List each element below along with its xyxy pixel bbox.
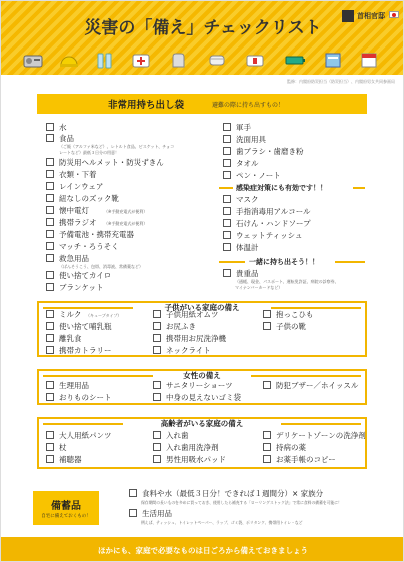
divider [281, 423, 361, 425]
food-note: （ご飯（アルファ米など）、レトルト食品、ビスケット、チョコ [59, 144, 175, 149]
bag-item[interactable]: 予備電池・携帯充電器 [46, 230, 134, 240]
bag-subtitle: 避難の際に持ち出すもの！ [212, 102, 285, 109]
women-item[interactable]: 防犯ブザー／ホイッスル [263, 381, 358, 391]
battery-icon [285, 51, 305, 69]
divider [219, 261, 245, 263]
bag-item[interactable]: 衣類・下着 [46, 170, 97, 180]
elderly-item[interactable]: 男性用吸水パッド [153, 455, 226, 465]
elderly-item[interactable]: 入れ歯 [153, 431, 189, 441]
bag-section-header [37, 94, 367, 114]
women-item[interactable]: おりものシート [46, 393, 112, 403]
bag-item[interactable]: マスク [223, 195, 259, 205]
bag-item[interactable]: ブランケット [46, 283, 103, 293]
bag-item[interactable]: 救急用品 [46, 254, 89, 264]
header-banner [1, 1, 404, 47]
bag-item[interactable]: ウェットティッシュ [223, 231, 302, 241]
bag-item[interactable]: ペン・ノート [223, 171, 281, 181]
stockpile-note: 保存期間の長いものを多めに買っておき、使用したら補充する「ローリングストック法」で常に食料の備蓄を可能に！ [141, 500, 342, 505]
elderly-item[interactable]: 持病の薬 [263, 443, 306, 453]
mask-icon [207, 51, 227, 69]
passbook-icon [323, 51, 343, 69]
women-item[interactable]: サニタリーショーツ [153, 381, 233, 391]
radio-note: （※手動充電式が便利） [104, 221, 148, 226]
bag-title: 非常用持ち出し袋 [108, 100, 185, 111]
bag-item[interactable]: 水 [46, 123, 67, 133]
children-item[interactable]: 携帯用お尻洗浄機 [153, 334, 226, 344]
bag-item[interactable]: 携帯ラジオ [46, 218, 97, 228]
divider [271, 307, 361, 309]
calendar-icon [359, 51, 379, 69]
elderly-item[interactable]: お薬手帳のコピー [263, 455, 336, 465]
stockpile-item[interactable]: 食料や水（最低３日分！できれば１週間分）× 家族分 [129, 489, 323, 499]
logo-text: 首相官邸 [357, 12, 385, 20]
children-item[interactable]: 携帯カトラリー [46, 346, 112, 356]
first-aid-kit-icon [131, 51, 151, 69]
divider [353, 187, 365, 189]
bag-item[interactable]: 石けん・ハンドソープ [223, 219, 311, 229]
footer-text: ほかにも、家庭で必要なものは日ごろから備えておきましょう [98, 546, 308, 555]
children-item[interactable]: ネックライト [153, 346, 211, 356]
bag-item[interactable]: 歯ブラシ・歯磨き粉 [223, 147, 304, 157]
milk-note: （キューブタイプ） [86, 313, 122, 318]
children-item[interactable]: 抱っこひも [263, 310, 314, 320]
women-item[interactable]: 生理用品 [46, 381, 89, 391]
source-credit: 監修：内閣府防災担当（防災担当）、内閣府男女共同参画局 [287, 79, 395, 84]
children-item[interactable]: お尻ふき [153, 322, 196, 332]
bag-item[interactable]: 手指消毒用アルコール [223, 207, 311, 217]
bag-item[interactable]: 紐なしのズック靴 [46, 194, 119, 204]
bag-item[interactable]: 洗面用具 [223, 135, 266, 145]
elderly-item[interactable]: 大人用紙パンツ [46, 431, 112, 441]
medicine-icon [245, 51, 265, 69]
stockpile-item[interactable]: 生活用品 [129, 509, 172, 519]
bag-item[interactable]: 食品 [46, 134, 74, 144]
gloves-icon [169, 51, 189, 69]
bag-item[interactable]: 貴重品 [223, 269, 259, 279]
children-item[interactable]: 子供の靴 [263, 322, 306, 332]
flag-icon [389, 11, 399, 18]
bag-item[interactable]: レインウェア [46, 182, 103, 192]
elderly-item[interactable]: デリケートゾーンの洗浄剤 [263, 431, 366, 441]
stockpile-subtitle: 自宅に備えておくもの！ [41, 514, 91, 519]
bag-item[interactable]: マッチ・ろうそく [46, 242, 119, 252]
elderly-item[interactable]: 入れ歯用洗浄剤 [153, 443, 219, 453]
divider [219, 187, 233, 189]
icon-strip [1, 47, 404, 75]
firstaid-note: （ばんそうこう、包帯、消毒液、常備薬など） [59, 264, 143, 269]
bag-item[interactable]: タオル [223, 159, 259, 169]
logo [342, 9, 385, 23]
valuables-note: （通帳、現金、パスポート、運転免許証、病院の診察券、 [235, 279, 339, 284]
bag-item[interactable]: 防災用ヘルメット・防災ずきん [46, 158, 164, 168]
infection-heading: 感染症対策にも有効です！！ [236, 184, 327, 192]
bag-item[interactable]: 懐中電灯 [46, 206, 89, 216]
women-title: 女性の備え [183, 371, 221, 380]
women-item[interactable]: 中身の見えないゴミ袋 [153, 393, 241, 403]
bag-item[interactable]: 使い捨てカイロ [46, 271, 111, 281]
elderly-title: 高齢者がいる家庭の備え [160, 419, 244, 428]
helmet-icon [59, 51, 79, 69]
stockpile-note: 例えば、ティッシュ、トイレットペーパー、ラップ、ゴミ袋、ポリタンク、携帯用トイレ・など [141, 520, 303, 525]
food-note: レートなど）最低３日分の用意！ [59, 150, 119, 155]
children-item[interactable]: 離乳食 [46, 334, 82, 344]
footer-banner [1, 537, 404, 562]
elderly-item[interactable]: 杖 [46, 443, 67, 453]
children-item[interactable]: 使い捨て哺乳瓶 [46, 322, 112, 332]
together-heading: 一緒に持ち出そう！！ [249, 258, 319, 266]
children-title: 子供がいる家庭の備え [164, 303, 240, 312]
page-title: 災害の「備え」チェックリスト [84, 18, 322, 38]
valuables-note: マイナンバーカードなど） [235, 285, 283, 290]
stockpile-title: 備蓄品 [51, 501, 81, 512]
bag-item[interactable]: 軍手 [223, 123, 251, 133]
divider [335, 261, 365, 263]
stockpile-label [33, 491, 99, 525]
water-bottles-icon [95, 51, 115, 69]
divider [251, 375, 361, 377]
logo-mark-icon [342, 10, 354, 22]
children-item[interactable]: ミルク [46, 310, 81, 320]
children-item[interactable]: 子供用紙オムツ [153, 310, 219, 320]
radio-icon [23, 51, 43, 69]
flashlight-note: （※手動充電式が便利） [104, 209, 148, 214]
bag-item[interactable]: 体温計 [223, 243, 259, 253]
elderly-item[interactable]: 補聴器 [46, 455, 82, 465]
